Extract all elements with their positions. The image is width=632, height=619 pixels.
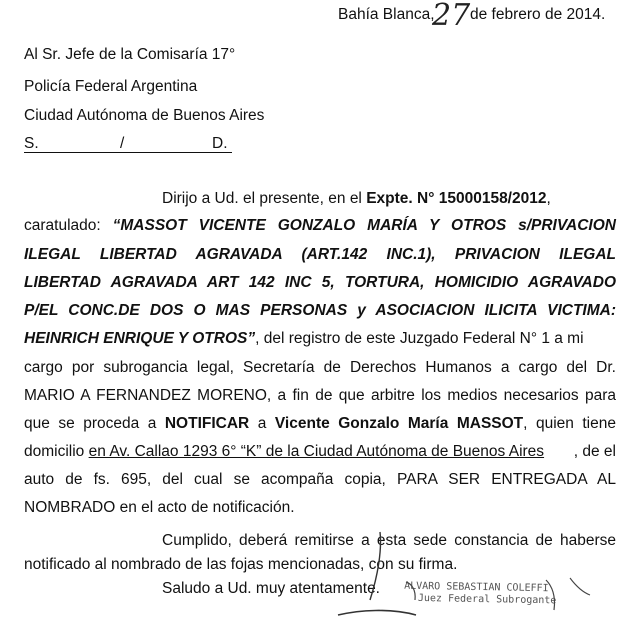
body-line-11: NOMBRADO en el acto de notificación. bbox=[24, 499, 295, 516]
s-label: S. bbox=[24, 135, 39, 152]
paragraph-2-line-2: notificado al nombrado de las fojas mencionadas, con su firma. bbox=[24, 556, 458, 573]
case-title-2: ILEGAL LIBERTAD AGRAVADA (ART.142 INC.1), PRIVACION ILEGAL bbox=[24, 246, 616, 263]
address: en Av. Callao 1293 6° “K” de la Ciudad Autónoma de Buenos Aires bbox=[88, 443, 545, 460]
stamp-name: ALVARO SEBASTIAN COLEFFI bbox=[404, 580, 549, 595]
closing-salutation: Saludo a Ud. muy atentamente. bbox=[162, 580, 380, 597]
body-line-9-a: domicilio bbox=[24, 443, 85, 460]
body-line-9-b: , de el bbox=[573, 443, 616, 460]
body-line-8-b: a bbox=[257, 415, 267, 432]
case-title-5: HEINRICH ENRIQUE Y OTROS” bbox=[24, 330, 256, 347]
caratulado-label: caratulado: bbox=[24, 217, 101, 234]
body-line-7: MARIO A FERNANDEZ MORENO, a fin de que arbitre los medios necesarios para bbox=[24, 387, 616, 404]
body-line-8-c: , quien tiene bbox=[523, 415, 616, 432]
expte-number: Expte. N° 15000158/2012 bbox=[366, 190, 547, 207]
paragraph-2-line-1: Cumplido, deberá remitirse a esta sede constancia de haberse bbox=[162, 532, 616, 549]
body-line-1 bbox=[162, 190, 551, 208]
case-title-4: P/EL CONC.DE DOS O MAS PERSONAS y ASOCIACION ILICITA VICTIMA: bbox=[24, 302, 616, 319]
body-line-9 bbox=[24, 443, 616, 461]
notified-person-name: Vicente Gonzalo María MASSOT bbox=[274, 415, 524, 432]
body-line-8-a: que se proceda a bbox=[24, 415, 157, 432]
body-line-8 bbox=[24, 415, 616, 433]
case-title-3: LIBERTAD AGRAVADA ART 142 INC 5, TORTURA, HOMICIDIO AGRAVADO bbox=[24, 274, 616, 291]
handwritten-signature bbox=[320, 520, 620, 619]
body-line-5 bbox=[24, 330, 584, 348]
recipient-line-2: Policía Federal Argentina bbox=[24, 78, 198, 95]
body-intro: Dirijo a Ud. el presente, en el bbox=[162, 190, 362, 207]
comma: , bbox=[546, 190, 551, 207]
slash: / bbox=[120, 135, 125, 152]
notificar-word: NOTIFICAR bbox=[164, 415, 250, 432]
handwritten-date-day: 27 bbox=[432, 0, 471, 33]
body-line-5-rest: , del registro de este Juzgado Federal N° 1 a mi bbox=[255, 330, 584, 347]
body-line-10: auto de fs. 695, del cual se acompaña copia, PARA SER ENTREGADA AL bbox=[24, 471, 616, 488]
recipient-line-3: Ciudad Autónoma de Buenos Aires bbox=[24, 107, 265, 124]
stamp-title: Juez Federal Subrogante bbox=[417, 592, 557, 607]
d-label: D. bbox=[212, 135, 228, 152]
sd-line bbox=[24, 135, 232, 153]
case-title-1: “MASSOT VICENTE GONZALO MARÍA Y OTROS s/PRIVACION bbox=[112, 217, 616, 234]
body-line-2 bbox=[24, 217, 616, 235]
date-suffix: de febrero de 2014. bbox=[470, 6, 606, 23]
date-prefix: Bahía Blanca, bbox=[338, 6, 435, 23]
body-line-6: cargo por subrogancia legal, Secretaría de Derechos Humanos a cargo del Dr. bbox=[24, 359, 616, 376]
recipient-line-1: Al Sr. Jefe de la Comisaría 17° bbox=[24, 46, 236, 63]
